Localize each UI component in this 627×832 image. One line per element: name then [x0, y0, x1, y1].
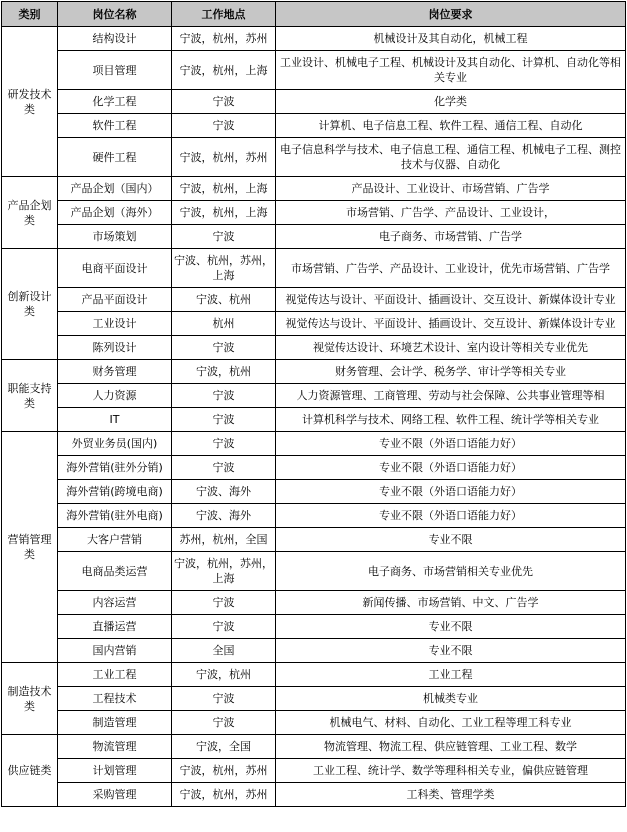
location-cell: 宁波 [172, 591, 276, 615]
table-row [2, 360, 626, 384]
requirement-cell: 视觉传达与设计、平面设计、插画设计、交互设计、新媒体设计专业 [276, 288, 626, 312]
header-category: 类别 [2, 2, 58, 27]
location-cell: 宁波 [172, 711, 276, 735]
requirement-cell: 财务管理、会计学、税务学、审计学等相关专业 [276, 360, 626, 384]
table-row [2, 201, 626, 225]
table-row [2, 249, 626, 288]
table-row [2, 51, 626, 90]
location-cell: 宁波 [172, 408, 276, 432]
position-cell: 工业工程 [58, 663, 172, 687]
position-cell: 结构设计 [58, 27, 172, 51]
table-row [2, 687, 626, 711]
position-cell: 海外营销(驻外电商) [58, 504, 172, 528]
table-row [2, 114, 626, 138]
category-cell: 研发技术类 [2, 27, 58, 177]
position-cell: 项目管理 [58, 51, 172, 90]
table-row [2, 663, 626, 687]
table-row [2, 225, 626, 249]
location-cell: 宁波，杭州 [172, 360, 276, 384]
location-cell: 宁波 [172, 90, 276, 114]
table-row [2, 288, 626, 312]
location-cell: 宁波 [172, 687, 276, 711]
location-cell: 杭州 [172, 312, 276, 336]
job-requirements-table [1, 1, 626, 807]
position-cell: 电商品类运营 [58, 552, 172, 591]
position-cell: 大客户营销 [58, 528, 172, 552]
location-cell: 全国 [172, 639, 276, 663]
location-cell: 宁波、海外 [172, 480, 276, 504]
location-cell: 宁波，杭州，上海 [172, 201, 276, 225]
position-cell: 采购管理 [58, 783, 172, 807]
table-row [2, 408, 626, 432]
requirement-cell: 机械设计及其自动化，机械工程 [276, 27, 626, 51]
position-cell: 工程技术 [58, 687, 172, 711]
table-row [2, 759, 626, 783]
requirement-cell: 化学类 [276, 90, 626, 114]
table-row [2, 528, 626, 552]
table-row [2, 480, 626, 504]
requirement-cell: 计算机、电子信息工程、软件工程、通信工程、自动化 [276, 114, 626, 138]
position-cell: 海外营销(跨境电商) [58, 480, 172, 504]
requirement-cell: 专业不限 [276, 615, 626, 639]
position-cell: 国内营销 [58, 639, 172, 663]
requirement-cell: 视觉传达与设计、平面设计、插画设计、交互设计、新媒体设计专业 [276, 312, 626, 336]
requirement-cell: 物流管理、物流工程、供应链管理、工业工程、数学 [276, 735, 626, 759]
location-cell: 宁波 [172, 456, 276, 480]
requirement-cell: 电子信息科学与技术、电子信息工程、通信工程、机械电子工程、测控技术与仪器、自动化 [276, 138, 626, 177]
position-cell: 海外营销(驻外分销) [58, 456, 172, 480]
position-cell: 产品企划（国内） [58, 177, 172, 201]
requirement-cell: 专业不限（外语口语能力好） [276, 432, 626, 456]
requirement-cell: 专业不限（外语口语能力好） [276, 456, 626, 480]
table-body [2, 27, 626, 807]
table-row [2, 177, 626, 201]
table-row [2, 783, 626, 807]
location-cell: 宁波、杭州，苏州，上海 [172, 249, 276, 288]
table-row [2, 735, 626, 759]
table-row [2, 384, 626, 408]
location-cell: 宁波 [172, 114, 276, 138]
position-cell: 产品平面设计 [58, 288, 172, 312]
category-cell: 制造技术类 [2, 663, 58, 735]
location-cell: 宁波，杭州，上海 [172, 177, 276, 201]
requirement-cell: 新闻传播、市场营销、中文、广告学 [276, 591, 626, 615]
requirement-cell: 专业不限 [276, 528, 626, 552]
category-cell: 创新设计类 [2, 249, 58, 360]
requirement-cell: 工业设计、机械电子工程、机械设计及其自动化、计算机、自动化等相关专业 [276, 51, 626, 90]
category-cell: 营销管理类 [2, 432, 58, 663]
requirement-cell: 人力资源管理、工商管理、劳动与社会保障、公共事业管理等相 [276, 384, 626, 408]
location-cell: 宁波、杭州 [172, 288, 276, 312]
table-row [2, 138, 626, 177]
position-cell: 硬件工程 [58, 138, 172, 177]
requirement-cell: 工科类、管理学类 [276, 783, 626, 807]
category-cell: 供应链类 [2, 735, 58, 807]
location-cell: 宁波 [172, 336, 276, 360]
table-row [2, 90, 626, 114]
table-row [2, 591, 626, 615]
header-location: 工作地点 [172, 2, 276, 27]
position-cell: 物流管理 [58, 735, 172, 759]
table-row [2, 27, 626, 51]
position-cell: 制造管理 [58, 711, 172, 735]
table-row [2, 456, 626, 480]
requirement-cell: 机械类专业 [276, 687, 626, 711]
requirement-cell: 视觉传达设计、环境艺术设计、室内设计等相关专业优先 [276, 336, 626, 360]
position-cell: 电商平面设计 [58, 249, 172, 288]
table-row [2, 432, 626, 456]
requirement-cell: 专业不限（外语口语能力好） [276, 504, 626, 528]
position-cell: 外贸业务员(国内) [58, 432, 172, 456]
requirement-cell: 专业不限（外语口语能力好） [276, 480, 626, 504]
position-cell: 计划管理 [58, 759, 172, 783]
requirement-cell: 市场营销、广告学、产品设计、工业设计，优先市场营销、广告学 [276, 249, 626, 288]
location-cell: 宁波 [172, 384, 276, 408]
requirement-cell: 专业不限 [276, 639, 626, 663]
location-cell: 宁波，杭州，苏州 [172, 138, 276, 177]
location-cell: 苏州，杭州，全国 [172, 528, 276, 552]
location-cell: 宁波，杭州，苏州，上海 [172, 552, 276, 591]
table-row [2, 615, 626, 639]
location-cell: 宁波，全国 [172, 735, 276, 759]
category-cell: 产品企划类 [2, 177, 58, 249]
location-cell: 宁波 [172, 225, 276, 249]
position-cell: 内容运营 [58, 591, 172, 615]
table-row [2, 312, 626, 336]
position-cell: 财务管理 [58, 360, 172, 384]
table-row [2, 639, 626, 663]
requirement-cell: 电子商务、市场营销、广告学 [276, 225, 626, 249]
table-row [2, 336, 626, 360]
position-cell: 产品企划（海外） [58, 201, 172, 225]
location-cell: 宁波，杭州，上海 [172, 51, 276, 90]
requirement-cell: 工业工程 [276, 663, 626, 687]
requirement-cell: 产品设计、工业设计、市场营销、广告学 [276, 177, 626, 201]
category-cell: 职能支持类 [2, 360, 58, 432]
location-cell: 宁波，杭州 [172, 663, 276, 687]
location-cell: 宁波 [172, 615, 276, 639]
location-cell: 宁波，杭州，苏州 [172, 759, 276, 783]
header-row [2, 2, 626, 27]
location-cell: 宁波，杭州，苏州 [172, 27, 276, 51]
requirement-cell: 市场营销、广告学、产品设计、工业设计， [276, 201, 626, 225]
header-requirement: 岗位要求 [276, 2, 626, 27]
position-cell: 工业设计 [58, 312, 172, 336]
location-cell: 宁波 [172, 432, 276, 456]
requirement-cell: 机械电气、材料、自动化、工业工程等理工科专业 [276, 711, 626, 735]
location-cell: 宁波、海外 [172, 504, 276, 528]
requirement-cell: 计算机科学与技术、网络工程、软件工程、统计学等相关专业 [276, 408, 626, 432]
position-cell: IT [58, 408, 172, 432]
table-row [2, 711, 626, 735]
position-cell: 人力资源 [58, 384, 172, 408]
requirement-cell: 电子商务、市场营销相关专业优先 [276, 552, 626, 591]
position-cell: 直播运营 [58, 615, 172, 639]
position-cell: 化学工程 [58, 90, 172, 114]
position-cell: 陈列设计 [58, 336, 172, 360]
position-cell: 软件工程 [58, 114, 172, 138]
header-position: 岗位名称 [58, 2, 172, 27]
position-cell: 市场策划 [58, 225, 172, 249]
table-row [2, 504, 626, 528]
location-cell: 宁波，杭州，苏州 [172, 783, 276, 807]
table-row [2, 552, 626, 591]
requirement-cell: 工业工程、统计学、数学等理科相关专业，偏供应链管理 [276, 759, 626, 783]
